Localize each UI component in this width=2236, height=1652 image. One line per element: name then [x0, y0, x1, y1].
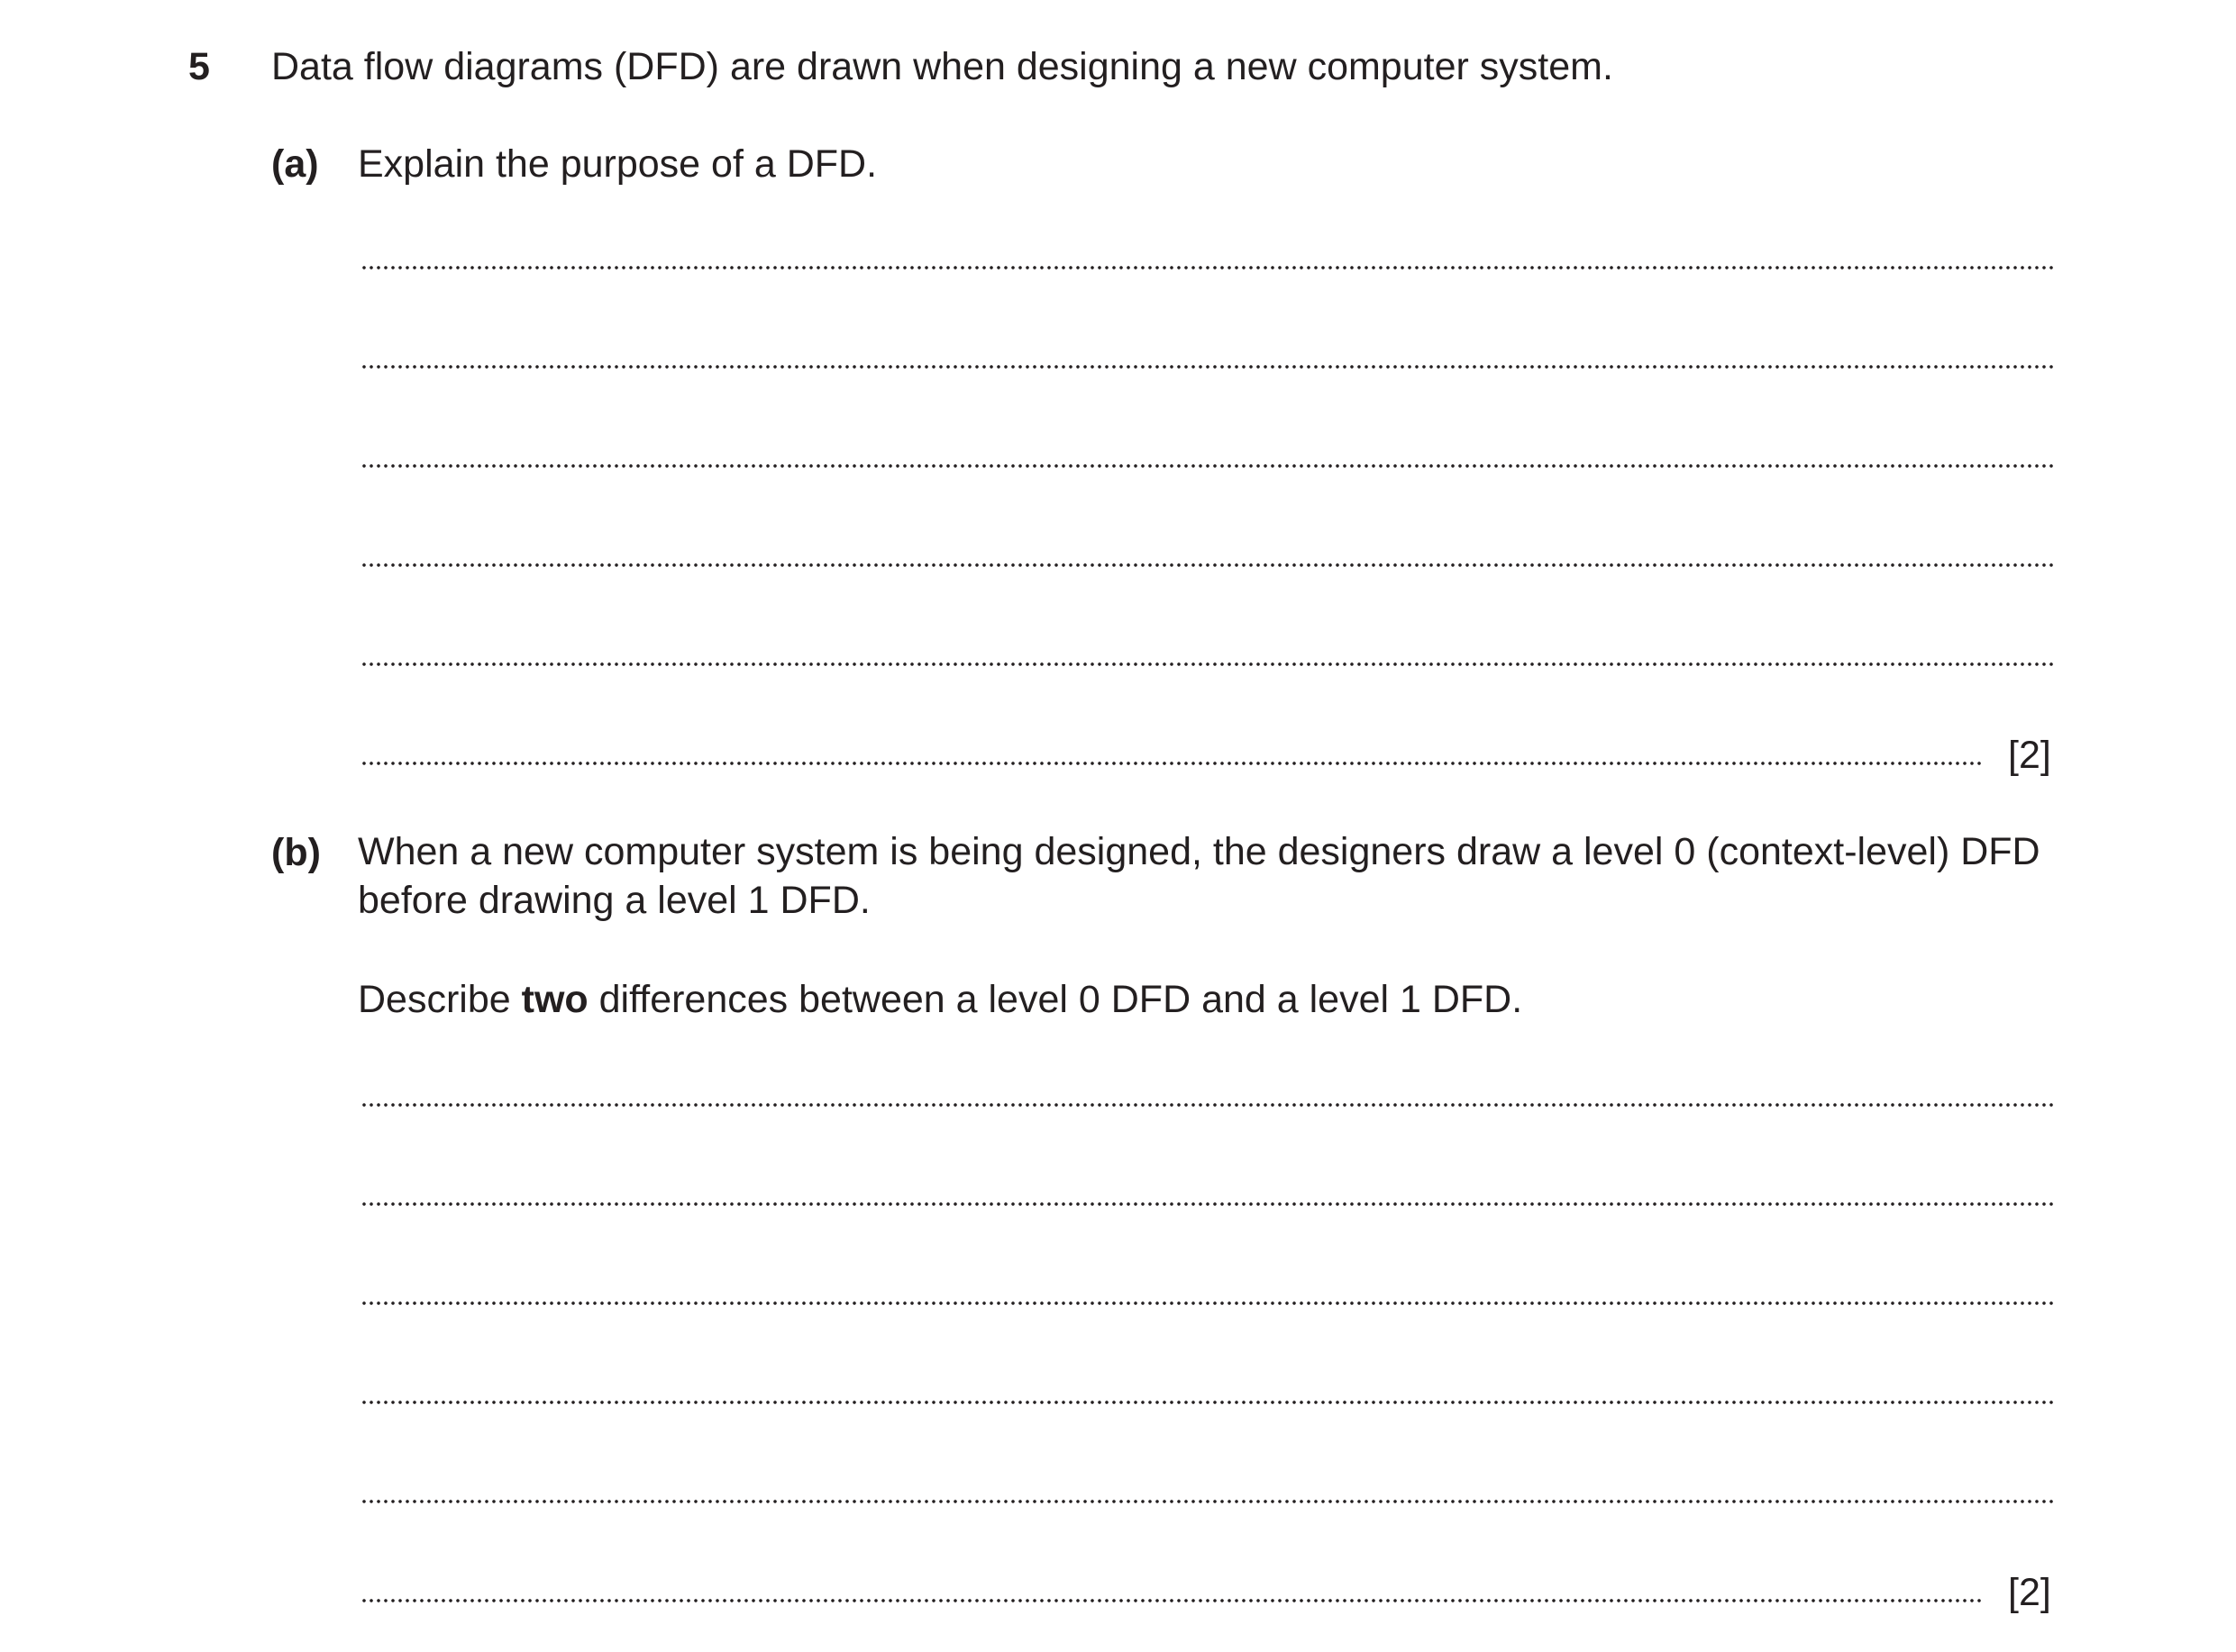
answer-line-a-3[interactable]	[360, 464, 2055, 468]
answer-line-a-1[interactable]	[360, 266, 2055, 269]
answer-line-a-4[interactable]	[360, 563, 2055, 567]
answer-line-a-5[interactable]	[360, 662, 2055, 666]
part-b-marks: [2]	[2008, 1571, 2051, 1614]
part-a-label: (a)	[271, 142, 319, 186]
answer-line-a-2[interactable]	[360, 365, 2055, 369]
answer-line-b-3[interactable]	[360, 1301, 2055, 1305]
answer-line-b-1[interactable]	[360, 1103, 2055, 1107]
instruction-pre: Describe	[358, 978, 522, 1021]
part-a-marks: [2]	[2008, 734, 2051, 777]
answer-line-b-2[interactable]	[360, 1202, 2055, 1206]
question-number: 5	[188, 45, 210, 88]
answer-line-a-6[interactable]	[360, 762, 1983, 765]
part-b-intro: When a new computer system is being designed, the designers draw a level 0 (context-level) DFD before drawing a level 1 DFD.	[358, 830, 2040, 922]
question-stem: Data flow diagrams (DFD) are drawn when designing a new computer system.	[271, 45, 1613, 88]
part-b-label: (b)	[271, 831, 321, 874]
part-a-question: Explain the purpose of a DFD.	[358, 142, 878, 186]
answer-line-b-4[interactable]	[360, 1401, 2055, 1404]
instruction-post: differences between a level 0 DFD and a level 1 DFD.	[588, 978, 1523, 1021]
instruction-emphasis: two	[521, 978, 589, 1021]
part-b-instruction	[358, 975, 1522, 1024]
answer-line-b-5[interactable]	[360, 1500, 2055, 1503]
answer-line-b-6[interactable]	[360, 1599, 1983, 1602]
